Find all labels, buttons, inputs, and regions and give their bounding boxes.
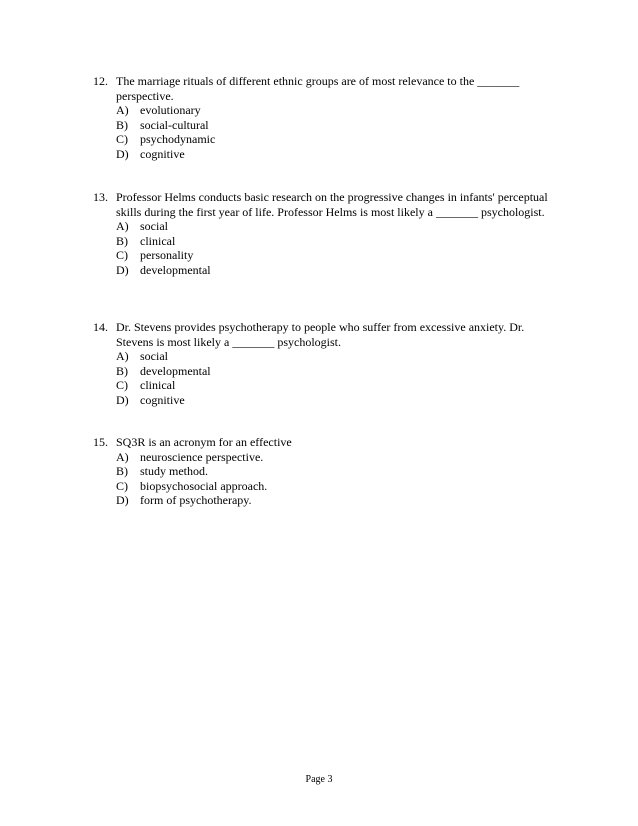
option-text: evolutionary (140, 103, 201, 117)
question-text: Dr. Stevens provides psychotherapy to people who suffer from excessive anxiety. Dr. Stevens is most likely a _______ psychologist. (116, 320, 528, 349)
answer-options (116, 103, 563, 161)
option-text: clinical (140, 378, 176, 392)
option-letter: C) (116, 478, 128, 493)
answer-options (116, 450, 563, 508)
option-b (116, 118, 563, 133)
option-letter: B) (116, 117, 128, 132)
option-letter: B) (116, 464, 128, 478)
question-stem (93, 320, 563, 349)
question-stem (93, 74, 563, 103)
option-a (116, 349, 563, 364)
option-text: personality (140, 248, 194, 262)
question-number: 14. (93, 320, 108, 334)
question-stem (93, 190, 563, 219)
option-letter: D) (116, 146, 129, 161)
option-c (116, 132, 563, 147)
option-letter: A) (116, 449, 129, 464)
option-text: social-cultural (140, 117, 209, 132)
option-text: cognitive (140, 146, 185, 161)
option-letter: B) (116, 233, 128, 248)
option-letter: C) (116, 378, 128, 392)
option-text: clinical (140, 233, 176, 248)
option-letter: B) (116, 363, 128, 378)
option-a (116, 103, 563, 118)
option-b (116, 464, 563, 479)
option-text: neuroscience perspective. (140, 449, 264, 464)
option-letter: A) (116, 103, 129, 117)
option-c (116, 378, 563, 393)
option-a (116, 219, 563, 234)
option-letter: C) (116, 132, 128, 146)
question-number: 12. (93, 74, 108, 88)
option-c (116, 479, 563, 494)
answer-options (116, 219, 563, 277)
option-a (116, 450, 563, 465)
question-12 (93, 74, 563, 161)
option-text: cognitive (140, 392, 185, 407)
option-text: social (140, 219, 168, 233)
option-text: social (140, 349, 168, 363)
option-letter: A) (116, 349, 129, 363)
option-letter: D) (116, 493, 129, 507)
option-d (116, 147, 563, 162)
option-text: biopsychosocial approach. (140, 478, 268, 493)
option-text: study method. (140, 464, 208, 478)
page-footer (0, 774, 638, 786)
option-d (116, 493, 563, 508)
option-letter: D) (116, 392, 129, 407)
question-15 (93, 435, 563, 508)
option-letter: D) (116, 262, 129, 277)
question-stem (93, 435, 563, 450)
option-text: form of psychotherapy. (140, 493, 252, 507)
page-number: Page 3 (305, 774, 333, 785)
question-14 (93, 320, 563, 407)
answer-options (116, 349, 563, 407)
option-c (116, 248, 563, 263)
question-13 (93, 190, 563, 277)
option-letter: C) (116, 248, 128, 262)
option-text: developmental (140, 363, 211, 378)
question-number: 13. (93, 190, 108, 204)
option-b (116, 364, 563, 379)
option-b (116, 234, 563, 249)
question-text: SQ3R is an acronym for an effective (116, 435, 292, 449)
option-text: developmental (140, 262, 211, 277)
question-text: The marriage rituals of different ethnic groups are of most relevance to the _______ perspective. (116, 74, 523, 103)
question-text: Professor Helms conducts basic research on the progressive changes in infants' perceptual skills during the first year of life. Professor Helms is most likely a _______ psychologist. (116, 190, 551, 219)
option-d (116, 263, 563, 278)
question-number: 15. (93, 435, 108, 449)
option-letter: A) (116, 219, 129, 233)
option-text: psychodynamic (140, 132, 216, 146)
option-d (116, 393, 563, 408)
